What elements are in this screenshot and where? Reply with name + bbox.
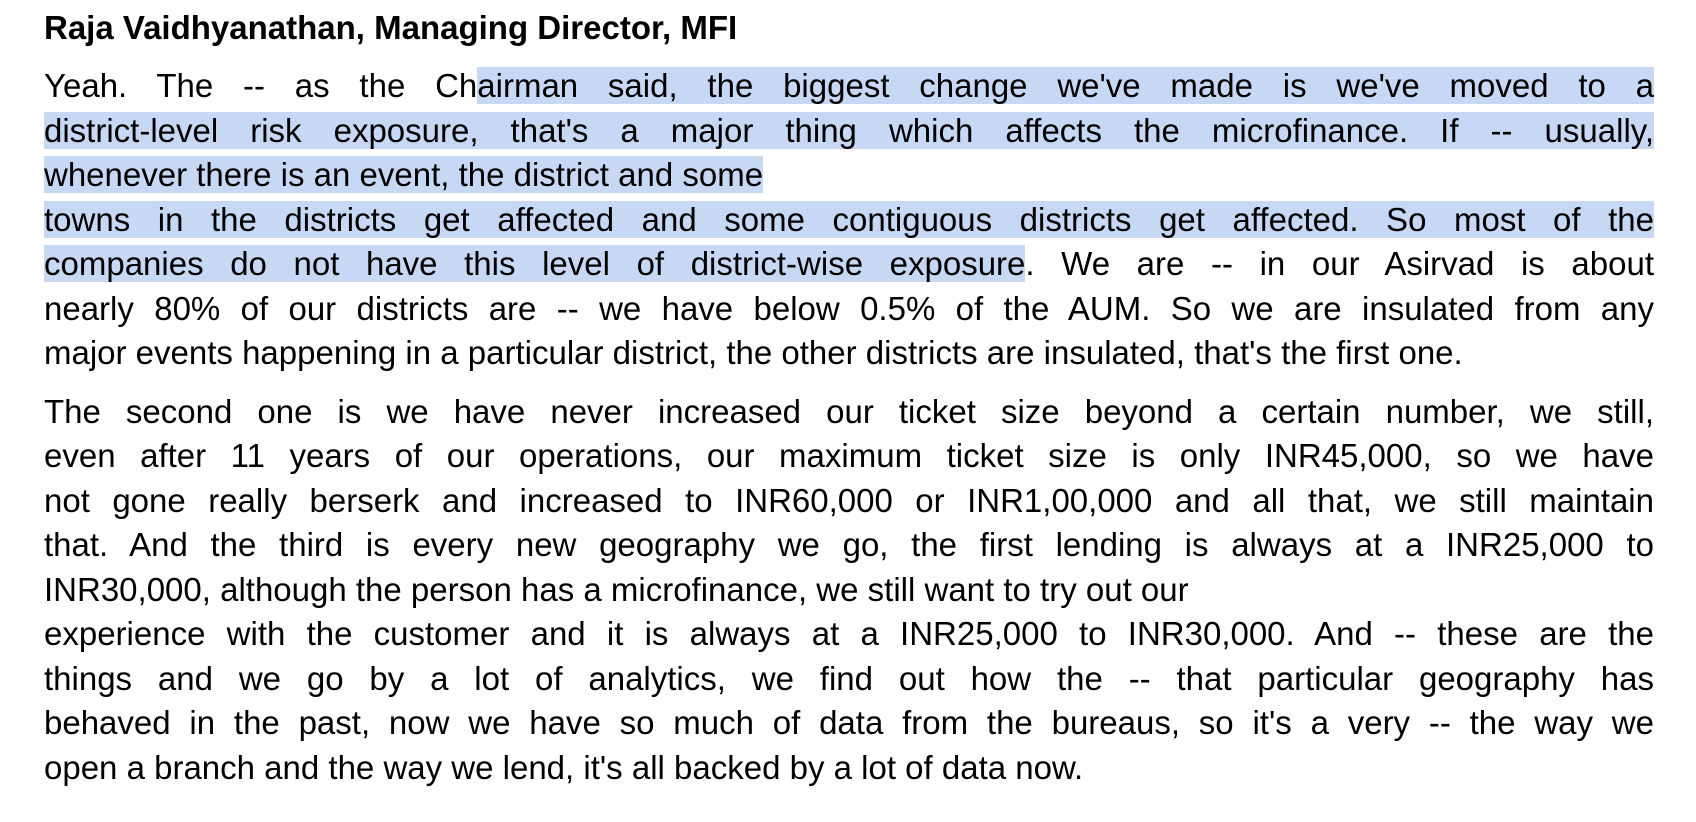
text-run: Yeah. The -- as the Ch	[44, 67, 478, 104]
text-line	[44, 701, 1654, 746]
text-run: The second one is we have never increased our ticket size beyond a certain number, we still,	[44, 392, 1654, 430]
text-run: . We are -- in our Asirvad is about	[1025, 245, 1654, 282]
text-run: open a branch and the way we lend, it's all backed by a lot of data now.	[44, 748, 1084, 786]
text-line	[44, 153, 1654, 198]
text-run: INR30,000, although the person has a microfinance, we still want to try out our	[44, 570, 1189, 608]
selected-text: towns in the districts get affected and some contiguous districts get affected. So most of the	[44, 200, 1654, 238]
text-line	[44, 331, 1654, 376]
text-run: experience with the customer and it is always at a INR25,000 to INR30,000. And -- these are the	[44, 615, 1654, 652]
selected-text: whenever there is an event, the district and some	[44, 156, 764, 193]
text-line	[44, 657, 1654, 702]
selected-text: district-level risk exposure, that's a major thing which affects the microfinance. If -- usually,	[44, 111, 1654, 149]
selected-text: companies do not have this level of district-wise exposure	[44, 245, 1026, 282]
text-run: that. And the third is every new geography we go, the first lending is always at a INR25,000 to	[44, 526, 1654, 563]
text-line	[44, 198, 1654, 243]
text-line	[44, 109, 1654, 154]
text-line	[44, 287, 1654, 332]
transcript-document	[44, 6, 1654, 790]
transcript-paragraph	[44, 390, 1654, 791]
text-line	[44, 523, 1654, 568]
text-run: behaved in the past, now we have so much of data from the bureaus, so it's a very -- the way we	[44, 704, 1654, 741]
text-line	[44, 434, 1654, 479]
text-run: nearly 80% of our districts are -- we have below 0.5% of the AUM. So we are insulated from any	[44, 289, 1654, 327]
text-line	[44, 390, 1654, 435]
text-run: even after 11 years of our operations, our maximum ticket size is only INR45,000, so we have	[44, 437, 1654, 474]
text-run: major events happening in a particular district, the other districts are insulated, that's the first one.	[44, 334, 1463, 371]
text-run: not gone really berserk and increased to INR60,000 or INR1,00,000 and all that, we still maintain	[44, 481, 1654, 519]
transcript-body	[44, 64, 1654, 790]
text-line	[44, 64, 1654, 109]
text-line	[44, 746, 1654, 791]
text-line	[44, 242, 1654, 287]
speaker-heading: Raja Vaidhyanathan, Managing Director, MFI	[44, 9, 738, 46]
text-line	[44, 612, 1654, 657]
text-line	[44, 479, 1654, 524]
text-line	[44, 568, 1654, 613]
transcript-paragraph	[44, 64, 1654, 376]
text-run: things and we go by a lot of analytics, we find out how the -- that particular geography has	[44, 659, 1654, 697]
selected-text: airman said, the biggest change we've made is we've moved to a	[477, 67, 1654, 104]
